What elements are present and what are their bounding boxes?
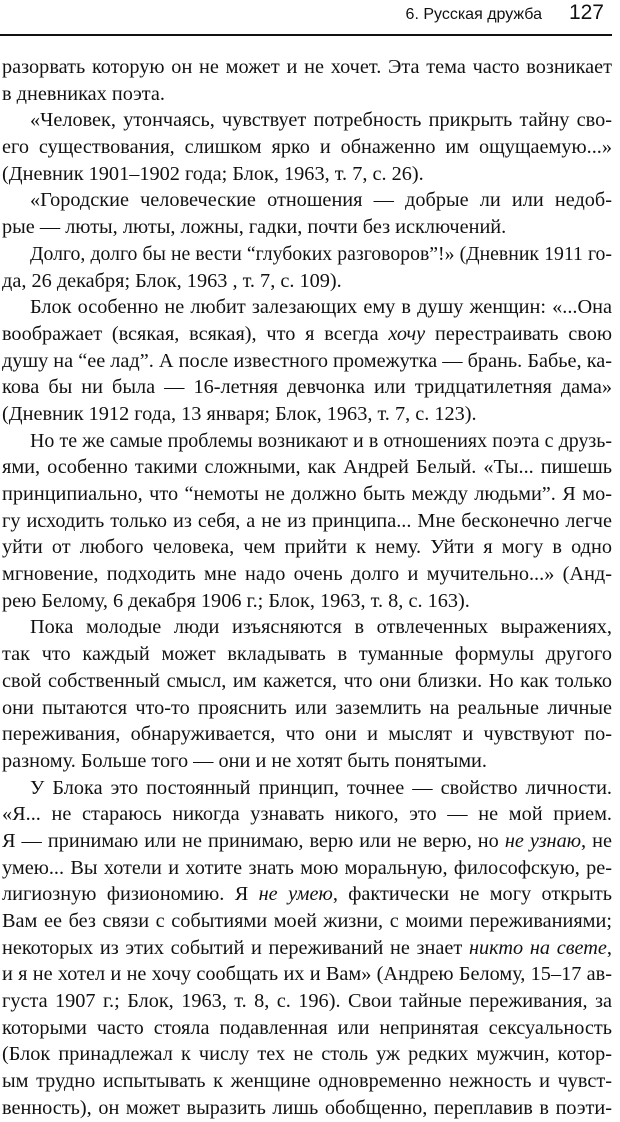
text-line: венность), он может выразить лишь обобщенно, переплавив в поэти- <box>2 1096 612 1119</box>
text-line: воображает (всякая, всякая), что я всегда хочу перестраивать свою <box>2 322 612 345</box>
text-line: ым трудно испытывать к женщине одновременно нежность и чувст- <box>2 1070 612 1093</box>
text-line: и я не хотел и не хочу сообщать их и Вам» (Андрею Белому, 15–17 ав- <box>2 963 612 986</box>
text-line: принципиально, что “немоты не должно быть между людьми”. Я мо- <box>2 483 612 505</box>
text-line: гу исходить только из себя, а не из принципа... Мне бесконечно легче <box>2 509 612 532</box>
page-number: 127 <box>568 1 604 24</box>
text-line: рею Белому, 6 декабря 1906 г.; Блок, 1963, т. 8, с. 163). <box>2 589 470 612</box>
text-line: Пока молодые люди изъясняются в отвлеченных выражениях, <box>30 616 612 639</box>
text-line: густа 1907 г.; Блок, 1963, т. 8, с. 196). Свои тайные переживания, за <box>2 990 612 1013</box>
body-text <box>2 54 612 1122</box>
text-line: свой собственный смысл, им кажется, что они близки. Но как только <box>2 669 612 692</box>
text-line: (Дневник 1901–1902 года; Блок, 1963, т. 7, с. 26). <box>2 162 424 185</box>
text-line: уйти от любого человека, чем прийти к нему. Уйти я могу в одно <box>2 536 612 559</box>
text-line: мгновение, подходить мне надо очень долго и мучительно...» (Анд- <box>2 563 612 586</box>
text-line: Но те же самые проблемы возникают и в отношениях поэта с друзь- <box>30 429 612 452</box>
text-line: Я — принимаю или не принимаю, верю или не верю, но не узнаю, не <box>2 829 612 852</box>
text-line: рые — люты, люты, ложны, гадки, почти без исключений. <box>2 216 507 239</box>
text-line: Вам ее без связи с событиями моей жизни, с моими переживаниями; <box>2 910 612 932</box>
text-line: они пытаются что-то прояснить или заземлить на реальные личные <box>2 696 612 719</box>
text-line: некоторых из этих событий и переживаний не знает никто на свете, <box>2 936 612 959</box>
text-line: в дневниках поэта. <box>2 82 165 105</box>
text-line: ями, особенно такими сложными, как Андрей Белый. «Ты... пишешь <box>2 456 612 479</box>
text-line: умею... Вы хотели и хотите знать мою моральную, философскую, ре- <box>2 856 612 879</box>
header-rule <box>0 34 612 36</box>
text-line: «Человек, утончаясь, чувствует потребность прикрыть тайну сво- <box>30 109 612 132</box>
text-line: (Дневник 1912 года, 13 января; Блок, 1963, т. 7, с. 123). <box>2 402 477 425</box>
text-line: да, 26 декабря; Блок, 1963 , т. 7, с. 109). <box>2 269 342 292</box>
page-header <box>0 0 612 34</box>
text-line: лигиозную физиономию. Я не умею, фактически не могу открыть <box>2 883 613 906</box>
text-line: его существования, слишком ярко и обнаженно им ощущаемую...» <box>2 136 612 159</box>
text-line: переживания, обнаруживается, что они и мыслят и чувствуют по- <box>2 723 612 746</box>
text-line: «Городские человеческие отношения — добрые ли или недоб- <box>30 189 612 212</box>
running-title: 6. Русская дружба <box>405 6 542 23</box>
text-line: душу на “ее лад”. А после известного промежутка — брань. Бабье, ка- <box>2 349 612 372</box>
text-line: Долго, долго бы не вести “глубоких разговоров”!» (Дневник 1911 го- <box>30 242 612 265</box>
text-line: (Блок принадлежал к числу тех не столь уж редких мужчин, котор- <box>2 1043 612 1066</box>
text-line: которыми часто стояла подавленная или непринятая сексуальность <box>2 1016 612 1039</box>
text-line: так что каждый может вкладывать в туманные формулы другого <box>2 643 612 666</box>
text-line: У Блока это постоянный принцип, точнее — свойство личности. <box>30 776 612 799</box>
text-line: Блок особенно не любит залезающих ему в душу женщин: «...Она <box>30 296 612 319</box>
text-line: кова бы ни была — 16-летняя девчонка или тридцатилетняя дама» <box>2 376 612 399</box>
text-line: разорвать которую он не может и не хочет. Эта тема часто возникает <box>2 56 612 78</box>
text-line: разному. Больше того — они и не хотят быть понятыми. <box>2 749 487 772</box>
text-line: «Я... не стараюсь никогда узнавать никого, это — не мой прием. <box>2 803 612 826</box>
